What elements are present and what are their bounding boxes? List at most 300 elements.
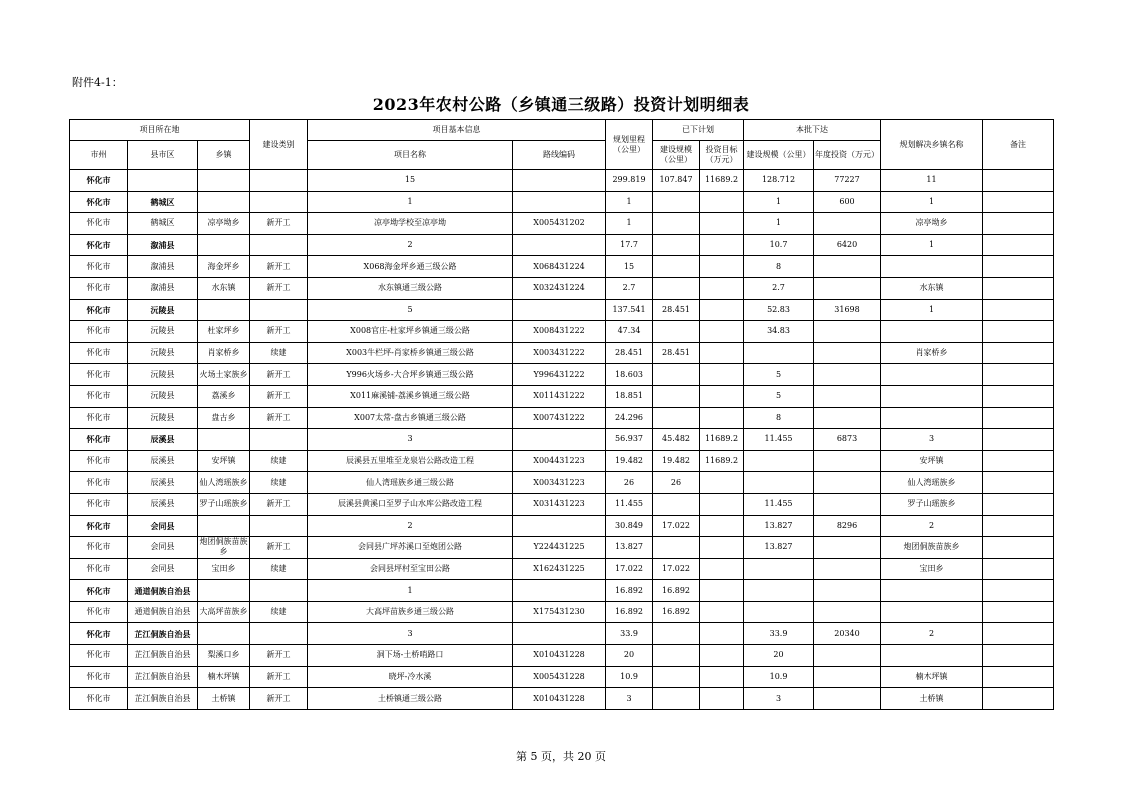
cell-planned-mileage: 18.851 — [606, 385, 653, 407]
cell-city: 怀化市 — [70, 234, 128, 256]
cell-issued-scale — [653, 537, 700, 559]
cell-project-name: 凉亭坳学校至凉亭坳 — [308, 213, 513, 235]
cell-township: 梨溪口乡 — [198, 645, 250, 667]
cell-issued-target — [700, 472, 744, 494]
cell-route-code — [513, 170, 606, 192]
cell-route-code: X068431224 — [513, 256, 606, 278]
cell-batch-investment — [814, 493, 881, 515]
cell-issued-scale — [653, 493, 700, 515]
cell-route-code: X010431228 — [513, 688, 606, 710]
cell-remarks — [983, 623, 1054, 645]
cell-construction-type — [250, 429, 308, 451]
cell-issued-scale: 45.482 — [653, 429, 700, 451]
cell-project-name: 1 — [308, 580, 513, 602]
cell-township: 水东镇 — [198, 277, 250, 299]
cell-planned-mileage: 30.849 — [606, 515, 653, 537]
cell-remarks — [983, 472, 1054, 494]
cell-batch-scale: 128.712 — [744, 170, 814, 192]
cell-planned-mileage: 2.7 — [606, 277, 653, 299]
cell-construction-type — [250, 234, 308, 256]
cell-project-name: 仙人湾瑶族乡通三级公路 — [308, 472, 513, 494]
cell-town-names — [881, 321, 983, 343]
cell-issued-scale — [653, 191, 700, 213]
cell-project-name: 辰溪县五里堆至龙泉岩公路改造工程 — [308, 450, 513, 472]
cell-county: 会同县 — [128, 537, 198, 559]
cell-county: 辰溪县 — [128, 472, 198, 494]
cell-town-names — [881, 580, 983, 602]
cell-batch-investment: 600 — [814, 191, 881, 213]
cell-route-code: X032431224 — [513, 277, 606, 299]
cell-county: 通道侗族自治县 — [128, 601, 198, 623]
header-batch-scale: 建设规模（公里） — [744, 141, 814, 170]
cell-city: 怀化市 — [70, 623, 128, 645]
table-row-subtotal — [70, 191, 1054, 213]
cell-construction-type: 续建 — [250, 558, 308, 580]
table-row — [70, 342, 1054, 364]
cell-construction-type: 新开工 — [250, 537, 308, 559]
cell-route-code: X007431222 — [513, 407, 606, 429]
cell-batch-investment: 6873 — [814, 429, 881, 451]
cell-remarks — [983, 299, 1054, 321]
cell-batch-investment — [814, 450, 881, 472]
cell-issued-target — [700, 299, 744, 321]
cell-issued-target — [700, 537, 744, 559]
cell-township: 海金坪乡 — [198, 256, 250, 278]
cell-planned-mileage: 11.455 — [606, 493, 653, 515]
header-this-batch: 本批下达 — [744, 120, 881, 141]
cell-construction-type: 新开工 — [250, 385, 308, 407]
cell-county: 溆浦县 — [128, 277, 198, 299]
cell-batch-investment: 6420 — [814, 234, 881, 256]
cell-batch-investment: 77227 — [814, 170, 881, 192]
header-route-code: 路线编码 — [513, 141, 606, 170]
cell-remarks — [983, 170, 1054, 192]
cell-batch-scale: 20 — [744, 645, 814, 667]
cell-issued-target — [700, 623, 744, 645]
header-issued-scale: 建设规模（公里） — [653, 141, 700, 170]
cell-issued-scale: 17.022 — [653, 515, 700, 537]
cell-issued-scale: 16.892 — [653, 601, 700, 623]
cell-batch-investment — [814, 580, 881, 602]
header-issued-plan: 已下计划 — [653, 120, 744, 141]
cell-township — [198, 191, 250, 213]
cell-issued-scale: 17.022 — [653, 558, 700, 580]
cell-route-code: X005431228 — [513, 666, 606, 688]
cell-planned-mileage: 56.937 — [606, 429, 653, 451]
cell-city: 怀化市 — [70, 299, 128, 321]
cell-project-name: 辰溪县黄溪口至罗子山水库公路改造工程 — [308, 493, 513, 515]
cell-batch-scale — [744, 580, 814, 602]
cell-city: 怀化市 — [70, 601, 128, 623]
cell-batch-scale: 5 — [744, 364, 814, 386]
cell-issued-scale — [653, 407, 700, 429]
cell-project-name: 1 — [308, 191, 513, 213]
cell-township — [198, 299, 250, 321]
table-row — [70, 256, 1054, 278]
cell-issued-scale: 28.451 — [653, 342, 700, 364]
cell-batch-investment — [814, 688, 881, 710]
cell-construction-type: 新开工 — [250, 666, 308, 688]
cell-town-names: 11 — [881, 170, 983, 192]
cell-issued-target — [700, 515, 744, 537]
cell-remarks — [983, 601, 1054, 623]
cell-project-name: X068海金坪乡通三级公路 — [308, 256, 513, 278]
cell-town-names: 土桥镇 — [881, 688, 983, 710]
cell-route-code — [513, 429, 606, 451]
cell-batch-investment — [814, 558, 881, 580]
cell-city: 怀化市 — [70, 645, 128, 667]
cell-township: 大高坪苗族乡 — [198, 601, 250, 623]
table-row — [70, 472, 1054, 494]
header-remarks: 备注 — [983, 120, 1054, 170]
cell-planned-mileage: 13.827 — [606, 537, 653, 559]
cell-city: 怀化市 — [70, 364, 128, 386]
cell-project-name: 2 — [308, 234, 513, 256]
cell-issued-target — [700, 256, 744, 278]
cell-township: 楠木坪镇 — [198, 666, 250, 688]
cell-county: 辰溪县 — [128, 450, 198, 472]
cell-remarks — [983, 645, 1054, 667]
cell-township: 土桥镇 — [198, 688, 250, 710]
cell-issued-target: 11689.2 — [700, 450, 744, 472]
cell-construction-type: 新开工 — [250, 688, 308, 710]
cell-batch-investment — [814, 213, 881, 235]
cell-town-names: 凉亭坳乡 — [881, 213, 983, 235]
table-row — [70, 213, 1054, 235]
cell-construction-type — [250, 191, 308, 213]
cell-route-code: X010431228 — [513, 645, 606, 667]
header-county: 县市区 — [128, 141, 198, 170]
cell-construction-type: 续建 — [250, 450, 308, 472]
cell-remarks — [983, 450, 1054, 472]
cell-issued-scale — [653, 321, 700, 343]
table-row — [70, 666, 1054, 688]
table-row — [70, 493, 1054, 515]
cell-township: 荔溪乡 — [198, 385, 250, 407]
cell-town-names: 罗子山瑶族乡 — [881, 493, 983, 515]
cell-project-name: X003牛栏坪-肖家桥乡镇通三级公路 — [308, 342, 513, 364]
cell-issued-target — [700, 645, 744, 667]
cell-issued-scale — [653, 364, 700, 386]
table-row — [70, 277, 1054, 299]
cell-county: 沅陵县 — [128, 407, 198, 429]
cell-batch-scale: 13.827 — [744, 537, 814, 559]
cell-issued-scale: 26 — [653, 472, 700, 494]
cell-remarks — [983, 493, 1054, 515]
cell-county: 溆浦县 — [128, 234, 198, 256]
cell-route-code: X003431223 — [513, 472, 606, 494]
table-row — [70, 645, 1054, 667]
cell-route-code: X005431202 — [513, 213, 606, 235]
cell-township: 盘古乡 — [198, 407, 250, 429]
cell-construction-type: 新开工 — [250, 277, 308, 299]
cell-planned-mileage: 17.022 — [606, 558, 653, 580]
cell-remarks — [983, 191, 1054, 213]
cell-county: 芷江侗族自治县 — [128, 666, 198, 688]
cell-planned-mileage: 17.7 — [606, 234, 653, 256]
cell-planned-mileage: 20 — [606, 645, 653, 667]
cell-construction-type: 续建 — [250, 601, 308, 623]
cell-planned-mileage: 1 — [606, 191, 653, 213]
cell-county: 芷江侗族自治县 — [128, 645, 198, 667]
cell-town-names: 宝田乡 — [881, 558, 983, 580]
cell-county: 鹤城区 — [128, 191, 198, 213]
cell-planned-mileage: 1 — [606, 213, 653, 235]
cell-batch-investment — [814, 342, 881, 364]
table-row-subtotal — [70, 299, 1054, 321]
cell-batch-scale: 13.827 — [744, 515, 814, 537]
cell-batch-investment — [814, 256, 881, 278]
cell-issued-scale: 16.892 — [653, 580, 700, 602]
cell-project-name: 2 — [308, 515, 513, 537]
cell-project-name: 土桥镇通三级公路 — [308, 688, 513, 710]
cell-city: 怀化市 — [70, 558, 128, 580]
cell-planned-mileage: 18.603 — [606, 364, 653, 386]
cell-remarks — [983, 429, 1054, 451]
cell-batch-scale — [744, 472, 814, 494]
cell-town-names — [881, 364, 983, 386]
cell-issued-scale — [653, 277, 700, 299]
cell-city: 怀化市 — [70, 170, 128, 192]
cell-batch-scale: 8 — [744, 256, 814, 278]
cell-town-names: 1 — [881, 191, 983, 213]
cell-batch-scale: 10.9 — [744, 666, 814, 688]
cell-construction-type: 新开工 — [250, 645, 308, 667]
cell-batch-investment — [814, 537, 881, 559]
cell-issued-target: 11689.2 — [700, 429, 744, 451]
cell-batch-investment — [814, 407, 881, 429]
cell-remarks — [983, 558, 1054, 580]
cell-town-names: 水东镇 — [881, 277, 983, 299]
header-town-names: 规划解决乡镇名称 — [881, 120, 983, 170]
cell-planned-mileage: 299.819 — [606, 170, 653, 192]
cell-project-name: 水东镇通三级公路 — [308, 277, 513, 299]
cell-project-name: 3 — [308, 623, 513, 645]
cell-town-names: 安坪镇 — [881, 450, 983, 472]
cell-construction-type: 新开工 — [250, 407, 308, 429]
cell-issued-scale: 19.482 — [653, 450, 700, 472]
header-issued-target: 投资目标（万元） — [700, 141, 744, 170]
cell-town-names: 仙人湾瑶族乡 — [881, 472, 983, 494]
cell-project-name: Y996火场乡-大合坪乡镇通三级公路 — [308, 364, 513, 386]
header-basic-info: 项目基本信息 — [308, 120, 606, 141]
cell-county: 芷江侗族自治县 — [128, 688, 198, 710]
cell-route-code: Y224431225 — [513, 537, 606, 559]
header-planned-mileage: 规划里程（公里） — [606, 120, 653, 170]
cell-remarks — [983, 213, 1054, 235]
cell-construction-type: 新开工 — [250, 256, 308, 278]
cell-issued-target: 11689.2 — [700, 170, 744, 192]
cell-issued-target — [700, 234, 744, 256]
cell-remarks — [983, 666, 1054, 688]
cell-planned-mileage: 26 — [606, 472, 653, 494]
cell-project-name: 大高坪苗族乡通三级公路 — [308, 601, 513, 623]
cell-town-names — [881, 407, 983, 429]
cell-county: 辰溪县 — [128, 429, 198, 451]
cell-batch-investment — [814, 601, 881, 623]
cell-township: 杜家坪乡 — [198, 321, 250, 343]
cell-route-code — [513, 234, 606, 256]
cell-county: 会同县 — [128, 558, 198, 580]
cell-town-names — [881, 256, 983, 278]
cell-batch-scale: 8 — [744, 407, 814, 429]
cell-town-names: 楠木坪镇 — [881, 666, 983, 688]
cell-remarks — [983, 364, 1054, 386]
cell-project-name: X008官庄-杜家坪乡镇通三级公路 — [308, 321, 513, 343]
cell-construction-type: 续建 — [250, 472, 308, 494]
cell-city: 怀化市 — [70, 342, 128, 364]
cell-route-code — [513, 515, 606, 537]
cell-project-name: X011麻溪铺-荔溪乡镇通三级公路 — [308, 385, 513, 407]
cell-route-code: X011431222 — [513, 385, 606, 407]
cell-planned-mileage: 16.892 — [606, 601, 653, 623]
cell-route-code: X008431222 — [513, 321, 606, 343]
cell-project-name: 3 — [308, 429, 513, 451]
cell-planned-mileage: 33.9 — [606, 623, 653, 645]
cell-route-code — [513, 299, 606, 321]
cell-township: 仙人湾瑶族乡 — [198, 472, 250, 494]
cell-county: 沅陵县 — [128, 385, 198, 407]
cell-issued-scale — [653, 256, 700, 278]
cell-issued-target — [700, 342, 744, 364]
cell-planned-mileage: 47.34 — [606, 321, 653, 343]
cell-batch-scale — [744, 450, 814, 472]
cell-township — [198, 429, 250, 451]
cell-city: 怀化市 — [70, 256, 128, 278]
table-row-subtotal — [70, 580, 1054, 602]
cell-route-code — [513, 580, 606, 602]
cell-construction-type: 新开工 — [250, 213, 308, 235]
cell-project-name: 会同县广坪苏溪口至炮团公路 — [308, 537, 513, 559]
cell-township — [198, 515, 250, 537]
cell-township — [198, 580, 250, 602]
cell-construction-type: 新开工 — [250, 321, 308, 343]
cell-issued-target — [700, 385, 744, 407]
cell-batch-investment — [814, 666, 881, 688]
page-footer: 第 5 页，共 20 页 — [516, 750, 606, 763]
cell-project-name: 5 — [308, 299, 513, 321]
table-row — [70, 450, 1054, 472]
table-row-subtotal — [70, 170, 1054, 192]
cell-issued-target — [700, 321, 744, 343]
cell-remarks — [983, 277, 1054, 299]
cell-issued-target — [700, 666, 744, 688]
cell-construction-type — [250, 170, 308, 192]
cell-batch-scale: 34.83 — [744, 321, 814, 343]
table-row-subtotal — [70, 623, 1054, 645]
cell-city: 怀化市 — [70, 688, 128, 710]
cell-route-code — [513, 191, 606, 213]
cell-county: 鹤城区 — [128, 213, 198, 235]
cell-batch-investment: 8296 — [814, 515, 881, 537]
cell-town-names — [881, 385, 983, 407]
cell-batch-investment — [814, 385, 881, 407]
cell-project-name: X007太常-盘古乡镇通三级公路 — [308, 407, 513, 429]
cell-county: 沅陵县 — [128, 364, 198, 386]
cell-planned-mileage: 19.482 — [606, 450, 653, 472]
cell-county: 沅陵县 — [128, 299, 198, 321]
cell-issued-target — [700, 191, 744, 213]
cell-city: 怀化市 — [70, 450, 128, 472]
cell-issued-target — [700, 277, 744, 299]
cell-remarks — [983, 537, 1054, 559]
cell-township — [198, 170, 250, 192]
cell-city: 怀化市 — [70, 493, 128, 515]
table-row-subtotal — [70, 429, 1054, 451]
cell-construction-type — [250, 623, 308, 645]
cell-construction-type — [250, 299, 308, 321]
header-construction-type: 建设类别 — [250, 120, 308, 170]
cell-town-names: 2 — [881, 623, 983, 645]
cell-township: 火场土家族乡 — [198, 364, 250, 386]
cell-batch-investment — [814, 277, 881, 299]
attachment-label: 附件4-1： — [72, 76, 123, 89]
cell-remarks — [983, 688, 1054, 710]
cell-planned-mileage: 24.296 — [606, 407, 653, 429]
cell-county: 芷江侗族自治县 — [128, 623, 198, 645]
header-township: 乡镇 — [198, 141, 250, 170]
table-row-subtotal — [70, 234, 1054, 256]
table-row — [70, 385, 1054, 407]
cell-batch-scale: 1 — [744, 191, 814, 213]
cell-route-code: X162431225 — [513, 558, 606, 580]
cell-planned-mileage: 16.892 — [606, 580, 653, 602]
cell-town-names: 炮团侗族苗族乡 — [881, 537, 983, 559]
table-row — [70, 321, 1054, 343]
cell-issued-target — [700, 688, 744, 710]
cell-county: 溆浦县 — [128, 256, 198, 278]
cell-county: 沅陵县 — [128, 342, 198, 364]
header-city: 市州 — [70, 141, 128, 170]
cell-county: 辰溪县 — [128, 493, 198, 515]
cell-route-code: X003431222 — [513, 342, 606, 364]
cell-remarks — [983, 256, 1054, 278]
investment-plan-table — [69, 119, 1054, 710]
cell-remarks — [983, 342, 1054, 364]
table-body — [70, 170, 1054, 710]
cell-issued-target — [700, 601, 744, 623]
table-row — [70, 364, 1054, 386]
cell-issued-scale — [653, 234, 700, 256]
cell-batch-scale: 2.7 — [744, 277, 814, 299]
cell-township — [198, 234, 250, 256]
cell-remarks — [983, 515, 1054, 537]
cell-township: 安坪镇 — [198, 450, 250, 472]
cell-batch-scale: 11.455 — [744, 493, 814, 515]
cell-planned-mileage: 10.9 — [606, 666, 653, 688]
cell-construction-type: 新开工 — [250, 364, 308, 386]
cell-city: 怀化市 — [70, 429, 128, 451]
cell-issued-scale: 107.847 — [653, 170, 700, 192]
table-row — [70, 601, 1054, 623]
cell-township: 宝田乡 — [198, 558, 250, 580]
cell-issued-scale — [653, 385, 700, 407]
cell-project-name: 晓坪-冷水溪 — [308, 666, 513, 688]
cell-planned-mileage: 15 — [606, 256, 653, 278]
cell-issued-target — [700, 580, 744, 602]
cell-city: 怀化市 — [70, 515, 128, 537]
cell-batch-scale — [744, 342, 814, 364]
cell-city: 怀化市 — [70, 321, 128, 343]
cell-project-name: 15 — [308, 170, 513, 192]
table-header-row-1 — [70, 120, 1054, 141]
header-location: 项目所在地 — [70, 120, 250, 141]
cell-issued-target — [700, 364, 744, 386]
cell-city: 怀化市 — [70, 191, 128, 213]
cell-batch-scale — [744, 601, 814, 623]
cell-city: 怀化市 — [70, 666, 128, 688]
cell-route-code: X031431223 — [513, 493, 606, 515]
